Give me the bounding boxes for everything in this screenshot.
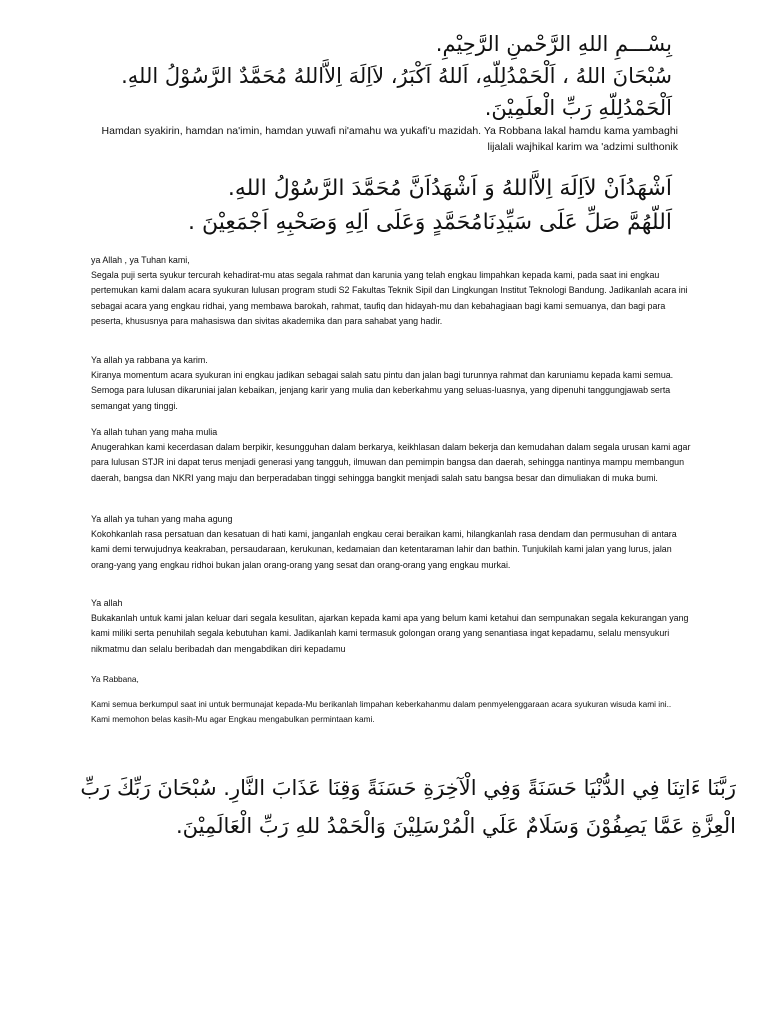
closing-dua-line-1: رَبَّنَا ءَاتِنَا فِي الدُّنْيَا حَسَنَةً وَفِي الْآخِرَةِ حَسَنَةً وَقِنَا عَذَابَ النَّارِ. سُبْحَانَ رَبِّكَ رَبِّ xyxy=(80,776,736,800)
prayer-section-4 xyxy=(91,512,691,573)
closing-dua-line-2: الْعِزَّةِ عَمَّا يَصِفُوْنَ وَسَلَامٌ عَلَي الْمُرْسَلِيْنَ وَالْحَمْدُ للهِ رَبِّ الْعَالَمِيْنَ. xyxy=(175,814,736,838)
prayer-heading: Ya allah ya rabbana ya karim. xyxy=(91,355,208,365)
prayer-heading: Ya allah xyxy=(91,598,123,608)
prayer-heading: Ya allah ya tuhan yang maha agung xyxy=(91,514,233,524)
prayer-body: Bukakanlah untuk kami jalan keluar dari segala kesulitan, ajarkan kepada kami apa yang belum kami ketahui dan sempunakan segala kekurangan yang kami miliki serta penuhilah segala kebutuhan kami. Jadikanlah kami termasuk golongan orang yang senantiasa ingat kepadamu, selalu mensyukuri nikmatmu dan selalu beribadah dan mengabdikan diri kepadamu xyxy=(91,613,689,654)
prayer-section-3 xyxy=(91,425,691,486)
prayer-body: Kami semua berkumpul saat ini untuk bermunajat kepada-Mu berikanlah limpahan keberkahanmu dalam penmyelenggaraan acara syukuran wisuda kami ini.. Kami memohon belas kasih-Mu agar Engkau mengabulkan permintaan kami. xyxy=(91,699,672,724)
prayer-heading: Ya Rabbana, xyxy=(91,674,139,684)
prayer-heading: ya Allah , ya Tuhan kami, xyxy=(91,255,190,265)
hamdan-paragraph: Hamdan syakirin, hamdan na'imin, hamdan yuwafi ni'amahu wa yukafi'u mazidah. Ya Robbana lakal hamdu kama yambaghi lijalali wajhikal karim wa 'adzimi sulthonik xyxy=(101,125,678,153)
prayer-heading: Ya allah tuhan yang maha mulia xyxy=(91,427,218,437)
tasbih-line: سُبْحَانَ اللهُ ، اَلْحَمْدُلِلّهِ، اَللهُ اَكْبَرُ، لاَاِلَهَ اِلاَّاللهُ مُحَمَّدٌ الرَّسُوْلُ اللهِ. xyxy=(121,64,672,88)
prayer-section-5 xyxy=(91,596,691,657)
prayer-body: Anugerahkan kami kecerdasan dalam berpikir, kesungguhan dalam berkarya, keikhlasan dalam bekerja dan kemudahan dalam segala urusan kami agar para lulusan STJR ini dapat terus menjadi generasi yang tangguh, ilmuwan dan pemimpin bangsa dan daerah, sehingga nantinya mampu membangun daerah, bangsa dan NKRI yang maju dan berperadaban tinggi sehingga bangkit menjadi salah satu bangsa besar dan dimuliakan di muka bumi. xyxy=(91,442,691,483)
salawat-line: اَللّهُمَّ صَلِّ عَلَى سَيِّدِنَامُحَمَّدٍ وَعَلَى اَلِهِ وَصَحْبِهِ اَجْمَعِيْنَ . xyxy=(188,210,672,235)
prayer-body: Kokohkanlah rasa persatuan dan kesatuan di hati kami, janganlah engkau cerai beraikan kami, hilangkanlah rasa dendam dan permusuhan di antara kami demi terwujudnya keakraban, persaudaraan, kerukunan, kedamaian dan ketentaraman lahir dan bathin. Tunjukilah kami jalan yang lurus, jalan orang-yang yang engkau ridhoi bukan jalan orang-orang yang sesat dan orang-orang yang engkau murkai. xyxy=(91,529,677,570)
prayer-body: Kiranya momentum acara syukuran ini engkau jadikan sebagai salah satu pintu dan jalan bagi turunnya rahmat dan karuniamu kepada kami semua. Semoga para lulusan dikaruniai jalan kebaikan, jenjang karir yang mulia dan keberkahmu yang seluas-luasnya, yang dipenuhi tanggungjawab serta semangat yang tinggi. xyxy=(91,370,674,411)
basmala-line: بِسْـــمِ اللهِ الرَّحْمنِ الرَّحِيْمِ. xyxy=(435,32,672,56)
prayer-section-2 xyxy=(91,353,691,414)
prayer-section-6 xyxy=(91,672,691,687)
prayer-section-1 xyxy=(91,253,691,329)
prayer-section-7 xyxy=(91,697,691,727)
prayer-body: Segala puji serta syukur tercurah kehadirat-mu atas segala rahmat dan karunia yang telah engkau limpahkan kepada kami, pada saat ini engkau pertemukan kami dalam acara syukuran lulusan program studi S2 Fakultas Teknik Sipil dan Lingkungan Institut Teknologi Bandung. Jadikanlah acara ini sebagai acara yang engkau ridhai, yang membawa barokah, rahmat, taufiq dan hidayah-mu dan kebahagiaan bagi kami semuanya, dan bagi para peserta, khususnya para mahasiswa dan sivitas akademika dan para sahabat yang hadir. xyxy=(91,270,688,326)
shahada-line: اَشْهَدُاَنْ لاَاِلَهَ اِلاَّاللهُ وَ اَشْهَدُاَنَّ مُحَمَّدَ الرَّسُوْلُ اللهِ. xyxy=(227,176,672,201)
hamdalah-line: اَلْحَمْدُلِلّهِ رَبِّ الْعلَمِيْنَ. xyxy=(484,96,672,120)
